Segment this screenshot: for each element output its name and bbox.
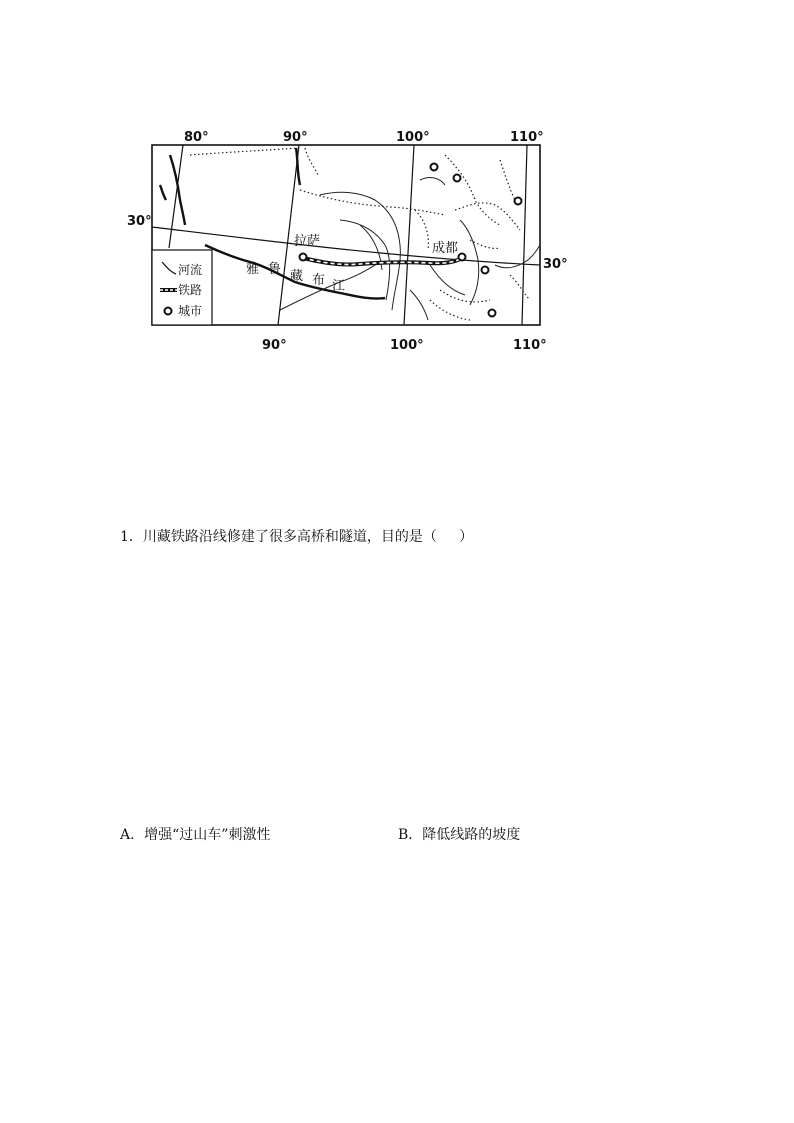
option-text: 降低线路的坡度 xyxy=(422,827,521,843)
lat-label-left: 30° xyxy=(127,214,152,229)
label-lhasa: 拉萨 xyxy=(294,234,321,249)
lat-label-right: 30° xyxy=(543,257,568,272)
option-a[interactable] xyxy=(120,824,270,844)
city-marker xyxy=(482,267,489,274)
label-river-char: 鲁 xyxy=(268,262,282,277)
city-chengdu xyxy=(459,254,466,261)
city-marker xyxy=(515,198,522,205)
legend xyxy=(152,250,212,325)
lon-label-100-bottom: 100° xyxy=(390,338,424,353)
option-b[interactable] xyxy=(398,824,520,844)
legend-city-icon xyxy=(165,308,172,315)
question-1 xyxy=(120,526,473,546)
option-letter: A． xyxy=(120,827,145,843)
city-marker xyxy=(489,310,496,317)
question-text: 川藏铁路沿线修建了很多高桥和隧道，目的是（ ） xyxy=(142,529,474,545)
label-river-char: 藏 xyxy=(290,269,304,284)
lon-label-90-top: 90° xyxy=(283,130,308,145)
legend-river-label: 河流 xyxy=(178,263,203,277)
label-river-char: 江 xyxy=(332,279,346,294)
legend-railway-label: 铁路 xyxy=(178,283,203,297)
legend-city-label: 城市 xyxy=(178,304,203,318)
lon-label-110-bottom: 110° xyxy=(513,338,547,353)
boundary-lines xyxy=(190,148,530,320)
lon-label-80-top: 80° xyxy=(184,130,209,145)
question-number: 1． xyxy=(120,529,143,545)
lon-label-90-bottom: 90° xyxy=(262,338,287,353)
lon-label-110-top: 110° xyxy=(510,130,544,145)
city-lhasa xyxy=(300,254,307,261)
map-figure xyxy=(0,0,794,380)
label-river-char: 布 xyxy=(312,273,326,288)
map-svg xyxy=(0,0,794,380)
lon-label-100-top: 100° xyxy=(396,130,430,145)
label-river-char: 雅 xyxy=(246,262,260,277)
city-marker xyxy=(454,175,461,182)
option-text: 增强“过山车”刺激性 xyxy=(144,827,271,843)
city-marker xyxy=(431,164,438,171)
label-chengdu: 成都 xyxy=(432,241,459,256)
option-letter: B． xyxy=(398,827,423,843)
